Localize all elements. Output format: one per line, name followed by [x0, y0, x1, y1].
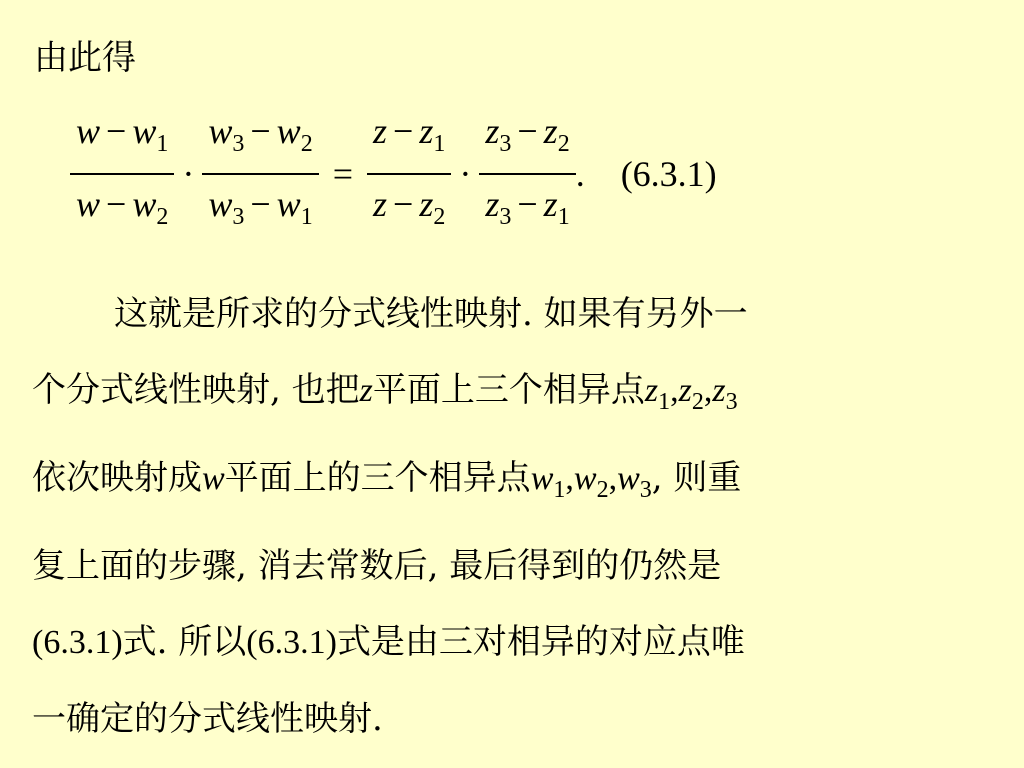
- intro-text: 由此得: [34, 38, 136, 78]
- multiply-dot: ·: [459, 154, 472, 194]
- paragraph-line-6: 一确定的分式线性映射.: [32, 699, 383, 739]
- numerator: $w - w_1$: [76, 111, 169, 157]
- fraction-bar: [367, 173, 451, 175]
- fraction-lhs-1: [70, 108, 174, 240]
- denominator: $w - w_2$: [76, 184, 169, 230]
- equation-row: [70, 108, 970, 240]
- equals-sign: =: [332, 154, 353, 194]
- fraction-lhs-2: [202, 108, 318, 240]
- denominator: $z_3 - z_1$: [485, 184, 570, 230]
- fraction-rhs-1: [367, 108, 451, 240]
- multiply-dot: ·: [182, 154, 195, 194]
- fraction-bar: [479, 173, 575, 175]
- paragraph-line-5: (6.3.1)式. 所以(6.3.1)式是由三对相异的对应点唯: [32, 622, 745, 662]
- body-paragraph: [32, 276, 982, 757]
- paragraph-line-1: 这就是所求的分式线性映射. 如果有另外一: [114, 294, 748, 334]
- fraction-bar: [70, 173, 174, 175]
- equation-label: (6.3.1): [620, 154, 717, 194]
- equation-6-3-1: [70, 108, 970, 238]
- paragraph-line-3: 依次映射成w平面上的三个相异点$w_1,w_2,w_3$, 则重: [32, 458, 742, 503]
- denominator: $w_3 - w_1$: [208, 184, 313, 230]
- denominator: $z - z_2$: [373, 184, 446, 230]
- numerator: $z_3 - z_2$: [485, 111, 570, 157]
- numerator: $z - z_1$: [373, 111, 446, 157]
- equation-end-period: .: [575, 154, 585, 194]
- paragraph-line-2: 个分式线性映射, 也把z平面上三个相异点$z_1,z_2,z_3$: [32, 370, 738, 415]
- fraction-rhs-2: [479, 108, 575, 240]
- numerator: $w_3 - w_2$: [208, 111, 313, 157]
- fraction-bar: [202, 173, 318, 175]
- paragraph-line-4: 复上面的步骤, 消去常数后, 最后得到的仍然是: [32, 546, 722, 586]
